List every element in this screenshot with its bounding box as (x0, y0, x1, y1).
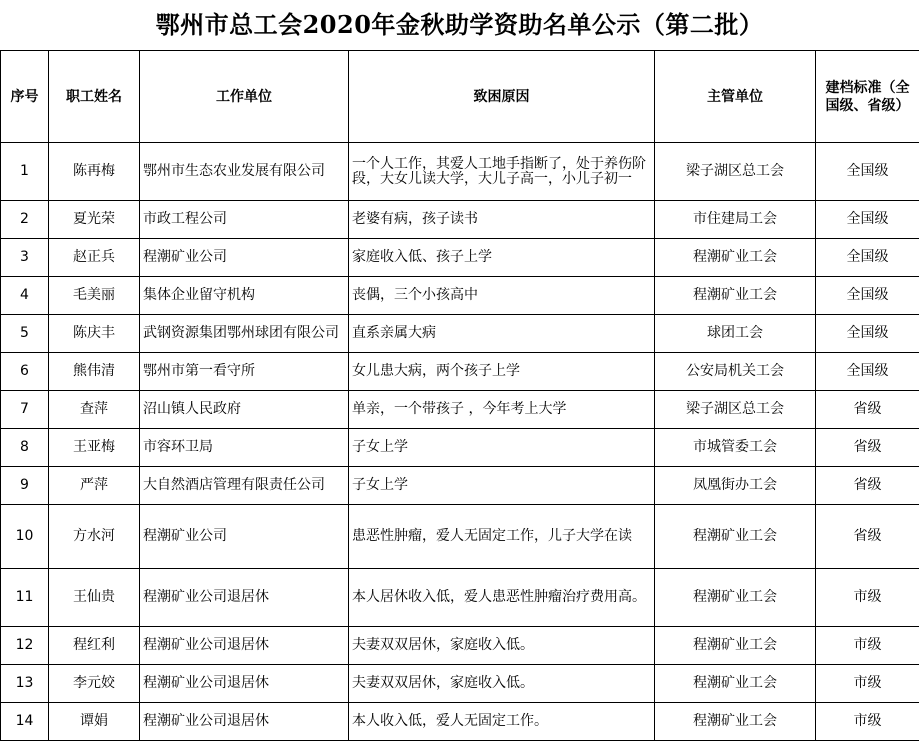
cell-supervising-unit: 程潮矿业工会 (655, 703, 816, 741)
header-serial: 序号 (1, 51, 49, 143)
table-row (1, 569, 919, 627)
cell-name: 王亚梅 (49, 429, 140, 467)
cell-work-unit: 程潮矿业公司 (140, 239, 349, 277)
cell-reason: 子女上学 (349, 467, 655, 505)
cell-work-unit: 程潮矿业公司退居休 (140, 703, 349, 741)
cell-reason: 本人居休收入低，爱人患恶性肿瘤治疗费用高。 (349, 569, 655, 627)
cell-name: 查萍 (49, 391, 140, 429)
cell-name: 王仙贵 (49, 569, 140, 627)
cell-level: 市级 (816, 627, 919, 665)
cell-name: 李元姣 (49, 665, 140, 703)
aid-list-table (0, 50, 919, 741)
table-header-row (1, 51, 919, 143)
header-name: 职工姓名 (49, 51, 140, 143)
cell-level: 省级 (816, 429, 919, 467)
cell-name: 陈庆丰 (49, 315, 140, 353)
cell-level: 市级 (816, 703, 919, 741)
table-row (1, 627, 919, 665)
cell-name: 程红利 (49, 627, 140, 665)
cell-serial: 14 (1, 703, 49, 741)
cell-supervising-unit: 程潮矿业工会 (655, 239, 816, 277)
table-row (1, 143, 919, 201)
cell-supervising-unit: 程潮矿业工会 (655, 627, 816, 665)
cell-serial: 9 (1, 467, 49, 505)
cell-reason: 女儿患大病，两个孩子上学 (349, 353, 655, 391)
cell-serial: 8 (1, 429, 49, 467)
cell-supervising-unit: 市住建局工会 (655, 201, 816, 239)
cell-work-unit: 程潮矿业公司退居休 (140, 665, 349, 703)
table-row (1, 429, 919, 467)
table-row (1, 201, 919, 239)
cell-reason: 丧偶，三个小孩高中 (349, 277, 655, 315)
cell-reason: 患恶性肿瘤，爱人无固定工作，儿子大学在读 (349, 505, 655, 569)
cell-reason: 直系亲属大病 (349, 315, 655, 353)
cell-work-unit: 集体企业留守机构 (140, 277, 349, 315)
cell-serial: 12 (1, 627, 49, 665)
cell-reason: 子女上学 (349, 429, 655, 467)
cell-serial: 7 (1, 391, 49, 429)
cell-reason: 单亲，一个带孩子 ，今年考上大学 (349, 391, 655, 429)
header-supervising-unit: 主管单位 (655, 51, 816, 143)
header-level: 建档标准（全国级、省级） (816, 51, 919, 143)
cell-supervising-unit: 球团工会 (655, 315, 816, 353)
cell-name: 严萍 (49, 467, 140, 505)
table-row (1, 505, 919, 569)
cell-serial: 6 (1, 353, 49, 391)
cell-level: 全国级 (816, 353, 919, 391)
cell-work-unit: 市容环卫局 (140, 429, 349, 467)
cell-reason: 家庭收入低、孩子上学 (349, 239, 655, 277)
table-row (1, 277, 919, 315)
cell-supervising-unit: 程潮矿业工会 (655, 569, 816, 627)
cell-level: 全国级 (816, 315, 919, 353)
cell-level: 全国级 (816, 239, 919, 277)
cell-reason: 本人收入低，爱人无固定工作。 (349, 703, 655, 741)
cell-name: 谭娟 (49, 703, 140, 741)
cell-name: 方水河 (49, 505, 140, 569)
cell-work-unit: 沼山镇人民政府 (140, 391, 349, 429)
table-row (1, 239, 919, 277)
page-title: 鄂州市总工会2020年金秋助学资助名单公示（第二批） (0, 0, 919, 50)
table-row (1, 315, 919, 353)
cell-serial: 11 (1, 569, 49, 627)
cell-work-unit: 武钢资源集团鄂州球团有限公司 (140, 315, 349, 353)
table-row (1, 665, 919, 703)
cell-supervising-unit: 市城管委工会 (655, 429, 816, 467)
cell-reason: 夫妻双双居休，家庭收入低。 (349, 627, 655, 665)
cell-work-unit: 鄂州市生态农业发展有限公司 (140, 143, 349, 201)
cell-serial: 3 (1, 239, 49, 277)
header-reason: 致困原因 (349, 51, 655, 143)
table-row (1, 703, 919, 741)
cell-serial: 4 (1, 277, 49, 315)
table-row (1, 353, 919, 391)
cell-name: 毛美丽 (49, 277, 140, 315)
cell-name: 赵正兵 (49, 239, 140, 277)
cell-level: 全国级 (816, 201, 919, 239)
cell-work-unit: 程潮矿业公司退居休 (140, 627, 349, 665)
header-work-unit: 工作单位 (140, 51, 349, 143)
cell-level: 省级 (816, 505, 919, 569)
cell-reason: 老婆有病，孩子读书 (349, 201, 655, 239)
cell-supervising-unit: 程潮矿业工会 (655, 665, 816, 703)
cell-supervising-unit: 公安局机关工会 (655, 353, 816, 391)
cell-work-unit: 鄂州市第一看守所 (140, 353, 349, 391)
table-row (1, 391, 919, 429)
cell-work-unit: 程潮矿业公司退居休 (140, 569, 349, 627)
cell-work-unit: 市政工程公司 (140, 201, 349, 239)
cell-name: 熊伟清 (49, 353, 140, 391)
cell-serial: 13 (1, 665, 49, 703)
cell-supervising-unit: 程潮矿业工会 (655, 505, 816, 569)
cell-name: 夏光荣 (49, 201, 140, 239)
cell-work-unit: 大自然酒店管理有限责任公司 (140, 467, 349, 505)
cell-level: 省级 (816, 391, 919, 429)
cell-level: 全国级 (816, 143, 919, 201)
cell-supervising-unit: 梁子湖区总工会 (655, 143, 816, 201)
cell-work-unit: 程潮矿业公司 (140, 505, 349, 569)
table-row (1, 467, 919, 505)
cell-serial: 5 (1, 315, 49, 353)
cell-supervising-unit: 程潮矿业工会 (655, 277, 816, 315)
cell-serial: 10 (1, 505, 49, 569)
cell-serial: 2 (1, 201, 49, 239)
cell-supervising-unit: 凤凰街办工会 (655, 467, 816, 505)
cell-name: 陈再梅 (49, 143, 140, 201)
cell-level: 全国级 (816, 277, 919, 315)
cell-reason: 一个人工作，其爱人工地手指断了，处于养伤阶段，大女儿读大学，大儿子高一，小儿子初一 (349, 143, 655, 201)
cell-reason: 夫妻双双居休，家庭收入低。 (349, 665, 655, 703)
cell-level: 市级 (816, 665, 919, 703)
cell-level: 市级 (816, 569, 919, 627)
cell-supervising-unit: 梁子湖区总工会 (655, 391, 816, 429)
cell-level: 省级 (816, 467, 919, 505)
cell-serial: 1 (1, 143, 49, 201)
